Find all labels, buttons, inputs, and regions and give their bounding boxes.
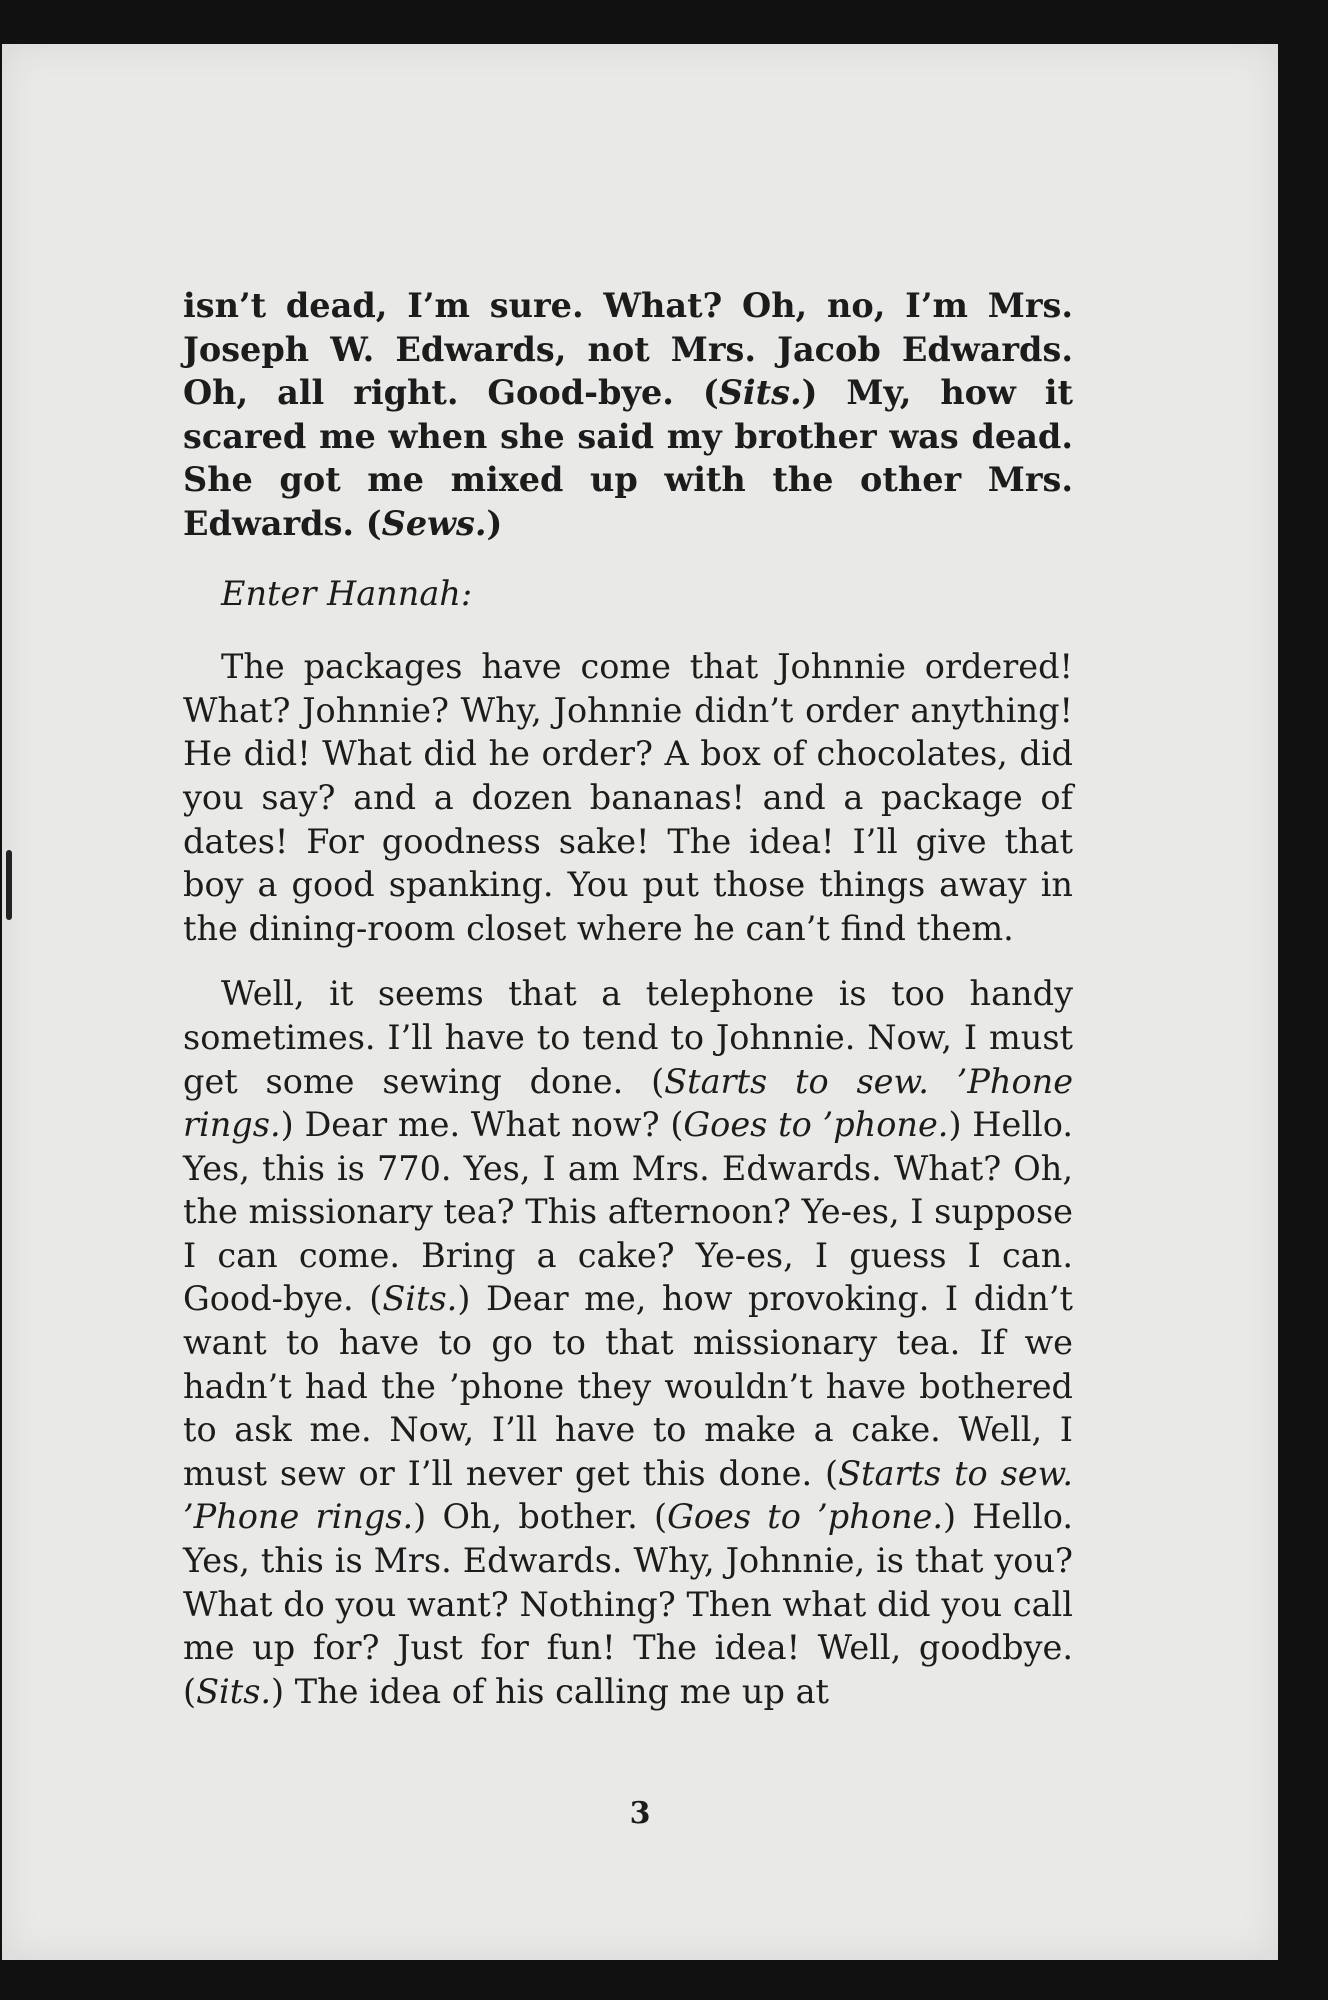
paragraph-1: isn’t dead, I’m sure. What? Oh, no, I’m Mrs. Joseph W. Edwards, not Mrs. Jacob Edwards. Oh, all right. Good-bye. (Sits.) My, how it scared me when she said my brother was dead. She got me mixed up with the other Mrs. Edwards. (Sews.) [183,286,1073,543]
book-page [2,44,1278,1960]
paragraph-3: Well, it seems that a telephone is too handy sometimes. I’ll have to tend to Johnnie. Now, I must get some sewing done. (Starts to sew. ’Phone rings.) Dear me. What now? (Goes to ’phone.) Hello. Yes, this is 770. Yes, I am Mrs. Edwards. What? Oh, the missionary tea? This afternoon? Ye-es, I suppose I can come. Bring a cake? Ye-es, I guess I can. Good-bye. (Sits.) Dear me, how provoking. I didn’t want to have to go to that missionary tea. If we hadn’t had the ’phone they wouldn’t have bothered to ask me. Now, I’ll have to make a cake. Well, I must sew or I’ll never get this done. (Starts to sew. ’Phone rings.) Oh, bother. (Goes to ’phone.) Hello. Yes, this is Mrs. Edwards. Why, Johnnie, is that you? What do you want? Nothing? Then what did you call me up for? Just for fun! The idea! Well, goodbye. (Sits.) The idea of his calling me up at [183,974,1074,1711]
page-number: 3 [629,1796,651,1831]
stage-direction: Enter Hannah: [221,573,473,613]
page-text [183,284,1073,1713]
paragraph-2: The packages have come that Johnnie ordered! What? Johnnie? Why, Johnnie didn’t order anything! He did! What did he order? A box of chocolates, did you say? and a dozen bananas! and a package of dates! For goodness sake! The idea! I’ll give that boy a good spanking. You put those things away in the dining-room closet where he can’t find them. [183,647,1073,948]
scan-edge-mark [6,850,12,920]
